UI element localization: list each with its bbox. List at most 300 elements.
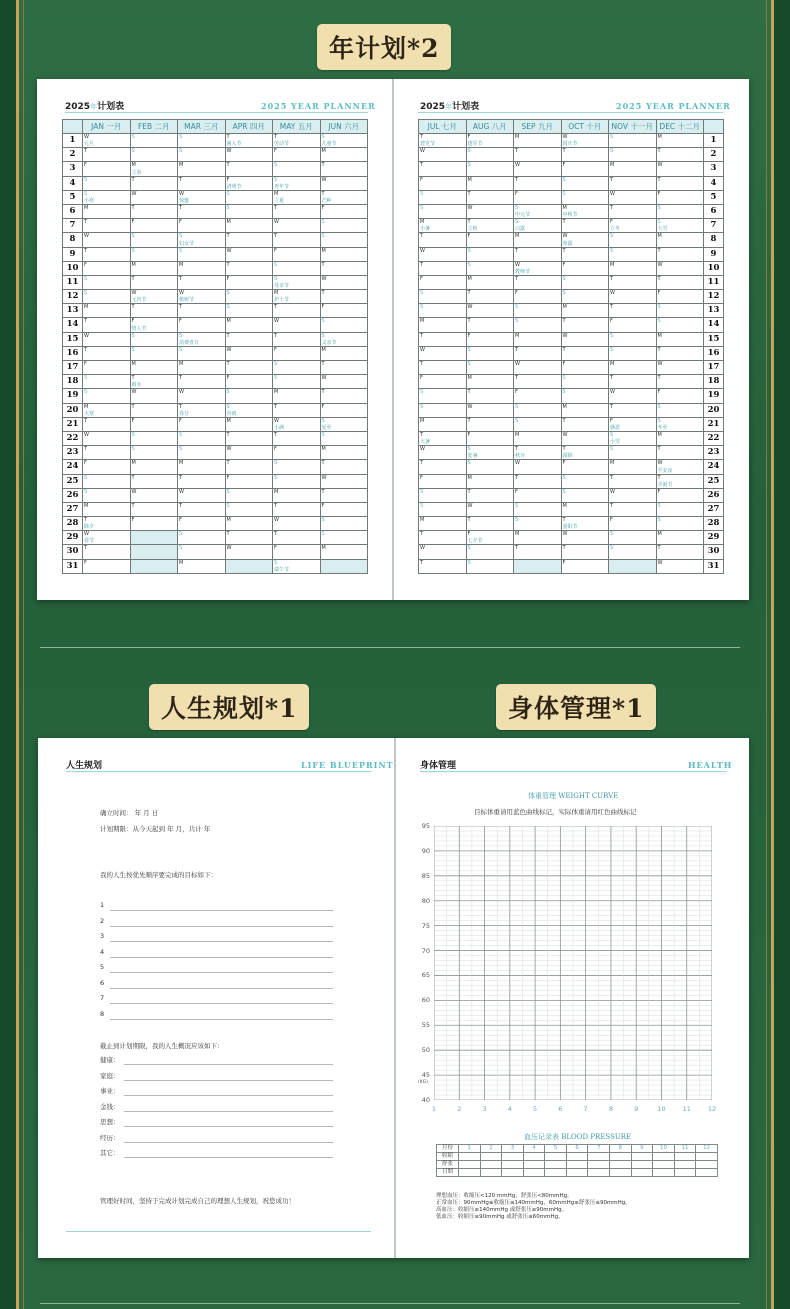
day-cell[interactable] [178,290,226,304]
bp-entry-cell[interactable] [696,1169,718,1177]
day-cell[interactable] [466,559,514,573]
bp-entry-cell[interactable] [566,1169,588,1177]
bp-entry-cell[interactable] [480,1169,502,1177]
day-cell[interactable] [656,290,704,304]
status-write-line[interactable] [124,1095,333,1096]
day-cell[interactable] [656,148,704,162]
day-cell[interactable] [609,460,657,474]
day-cell[interactable] [320,247,368,261]
day-cell[interactable] [178,318,226,332]
day-cell[interactable] [225,517,273,531]
goal-write-line[interactable] [110,1003,333,1004]
day-cell[interactable] [273,460,321,474]
day-cell[interactable] [83,332,131,346]
day-cell[interactable] [561,290,609,304]
day-cell[interactable] [178,559,226,573]
day-cell[interactable] [130,233,178,247]
day-cell[interactable] [83,531,131,545]
day-cell[interactable] [419,204,467,218]
day-cell[interactable] [83,460,131,474]
day-cell[interactable] [609,403,657,417]
day-cell[interactable] [83,474,131,488]
day-cell[interactable] [178,162,226,176]
bp-entry-cell[interactable] [696,1153,718,1161]
day-cell[interactable] [609,375,657,389]
day-cell[interactable] [656,403,704,417]
empty-day-cell[interactable] [130,531,178,545]
day-cell[interactable] [609,346,657,360]
day-cell[interactable] [466,446,514,460]
day-cell[interactable] [178,417,226,431]
day-cell[interactable] [561,375,609,389]
day-cell[interactable] [83,417,131,431]
day-cell[interactable] [273,361,321,375]
day-cell[interactable] [320,403,368,417]
bp-entry-cell[interactable] [459,1161,481,1169]
day-cell[interactable] [178,502,226,516]
day-cell[interactable] [561,247,609,261]
day-cell[interactable] [514,162,562,176]
day-cell[interactable] [656,531,704,545]
day-cell[interactable] [83,219,131,233]
day-cell[interactable] [419,375,467,389]
day-cell[interactable] [561,361,609,375]
day-cell[interactable] [609,318,657,332]
day-cell[interactable] [178,361,226,375]
day-cell[interactable] [466,474,514,488]
bp-entry-cell[interactable] [459,1169,481,1177]
day-cell[interactable] [419,219,467,233]
bp-entry-cell[interactable] [610,1161,632,1169]
day-cell[interactable] [273,134,321,148]
day-cell[interactable] [225,389,273,403]
bp-entry-cell[interactable] [610,1169,632,1177]
day-cell[interactable] [273,318,321,332]
day-cell[interactable] [419,162,467,176]
day-cell[interactable] [466,431,514,445]
day-cell[interactable] [514,431,562,445]
day-cell[interactable] [273,304,321,318]
day-cell[interactable] [419,559,467,573]
day-cell[interactable] [419,488,467,502]
day-cell[interactable] [320,162,368,176]
day-cell[interactable] [178,431,226,445]
day-cell[interactable] [178,474,226,488]
day-cell[interactable] [609,176,657,190]
day-cell[interactable] [130,162,178,176]
day-cell[interactable] [656,559,704,573]
day-cell[interactable] [225,545,273,559]
day-cell[interactable] [83,190,131,204]
day-cell[interactable] [83,375,131,389]
day-cell[interactable] [514,148,562,162]
day-cell[interactable] [178,531,226,545]
day-cell[interactable] [83,403,131,417]
day-cell[interactable] [656,517,704,531]
day-cell[interactable] [83,446,131,460]
day-cell[interactable] [83,517,131,531]
empty-day-cell[interactable] [514,559,562,573]
day-cell[interactable] [656,318,704,332]
day-cell[interactable] [320,304,368,318]
empty-day-cell[interactable] [130,545,178,559]
day-cell[interactable] [514,417,562,431]
day-cell[interactable] [130,261,178,275]
day-cell[interactable] [514,204,562,218]
day-cell[interactable] [514,545,562,559]
day-cell[interactable] [178,134,226,148]
day-cell[interactable] [514,233,562,247]
bp-entry-cell[interactable] [610,1153,632,1161]
day-cell[interactable] [514,446,562,460]
day-cell[interactable] [225,190,273,204]
day-cell[interactable] [273,247,321,261]
day-cell[interactable] [656,389,704,403]
day-cell[interactable] [466,176,514,190]
day-cell[interactable] [178,389,226,403]
day-cell[interactable] [83,162,131,176]
day-cell[interactable] [656,162,704,176]
goal-write-line[interactable] [110,1019,333,1020]
day-cell[interactable] [561,134,609,148]
day-cell[interactable] [609,275,657,289]
day-cell[interactable] [656,233,704,247]
day-cell[interactable] [273,446,321,460]
day-cell[interactable] [320,233,368,247]
day-cell[interactable] [656,460,704,474]
empty-day-cell[interactable] [320,559,368,573]
day-cell[interactable] [609,361,657,375]
day-cell[interactable] [656,275,704,289]
day-cell[interactable] [656,190,704,204]
day-cell[interactable] [225,261,273,275]
day-cell[interactable] [178,261,226,275]
day-cell[interactable] [130,247,178,261]
day-cell[interactable] [320,517,368,531]
bp-entry-cell[interactable] [480,1161,502,1169]
bp-entry-cell[interactable] [631,1153,653,1161]
day-cell[interactable] [561,148,609,162]
goal-write-line[interactable] [110,957,333,958]
day-cell[interactable] [83,148,131,162]
day-cell[interactable] [225,431,273,445]
day-cell[interactable] [83,559,131,573]
day-cell[interactable] [514,261,562,275]
day-cell[interactable] [609,431,657,445]
day-cell[interactable] [273,275,321,289]
day-cell[interactable] [514,134,562,148]
day-cell[interactable] [225,531,273,545]
day-cell[interactable] [561,176,609,190]
bp-entry-cell[interactable] [502,1169,524,1177]
day-cell[interactable] [83,346,131,360]
day-cell[interactable] [178,148,226,162]
bp-entry-cell[interactable] [480,1153,502,1161]
day-cell[interactable] [225,403,273,417]
day-cell[interactable] [273,346,321,360]
day-cell[interactable] [656,502,704,516]
day-cell[interactable] [419,134,467,148]
day-cell[interactable] [561,389,609,403]
day-cell[interactable] [561,332,609,346]
day-cell[interactable] [561,488,609,502]
day-cell[interactable] [514,332,562,346]
empty-day-cell[interactable] [225,559,273,573]
day-cell[interactable] [225,176,273,190]
day-cell[interactable] [466,332,514,346]
day-cell[interactable] [561,531,609,545]
day-cell[interactable] [514,290,562,304]
day-cell[interactable] [561,559,609,573]
day-cell[interactable] [419,531,467,545]
day-cell[interactable] [225,134,273,148]
day-cell[interactable] [561,460,609,474]
day-cell[interactable] [130,389,178,403]
day-cell[interactable] [561,431,609,445]
day-cell[interactable] [419,474,467,488]
goal-write-line[interactable] [110,988,333,989]
day-cell[interactable] [130,176,178,190]
day-cell[interactable] [130,417,178,431]
day-cell[interactable] [130,488,178,502]
day-cell[interactable] [178,403,226,417]
day-cell[interactable] [273,389,321,403]
day-cell[interactable] [130,375,178,389]
day-cell[interactable] [320,474,368,488]
day-cell[interactable] [83,304,131,318]
day-cell[interactable] [419,545,467,559]
goal-write-line[interactable] [110,926,333,927]
day-cell[interactable] [225,204,273,218]
day-cell[interactable] [609,162,657,176]
day-cell[interactable] [130,148,178,162]
day-cell[interactable] [130,134,178,148]
bp-entry-cell[interactable] [545,1153,567,1161]
day-cell[interactable] [178,375,226,389]
day-cell[interactable] [273,190,321,204]
day-cell[interactable] [225,219,273,233]
day-cell[interactable] [609,233,657,247]
day-cell[interactable] [561,204,609,218]
day-cell[interactable] [320,545,368,559]
day-cell[interactable] [656,219,704,233]
day-cell[interactable] [561,275,609,289]
day-cell[interactable] [609,190,657,204]
day-cell[interactable] [419,304,467,318]
day-cell[interactable] [514,502,562,516]
day-cell[interactable] [466,290,514,304]
day-cell[interactable] [130,346,178,360]
day-cell[interactable] [130,361,178,375]
day-cell[interactable] [656,431,704,445]
day-cell[interactable] [609,304,657,318]
day-cell[interactable] [466,219,514,233]
day-cell[interactable] [419,332,467,346]
day-cell[interactable] [656,247,704,261]
goal-write-line[interactable] [110,910,333,911]
day-cell[interactable] [561,233,609,247]
day-cell[interactable] [178,275,226,289]
day-cell[interactable] [561,474,609,488]
day-cell[interactable] [83,247,131,261]
day-cell[interactable] [130,517,178,531]
status-write-line[interactable] [124,1126,333,1127]
bp-entry-cell[interactable] [502,1161,524,1169]
day-cell[interactable] [466,204,514,218]
status-write-line[interactable] [124,1080,333,1081]
day-cell[interactable] [466,304,514,318]
day-cell[interactable] [466,162,514,176]
day-cell[interactable] [656,417,704,431]
day-cell[interactable] [225,304,273,318]
day-cell[interactable] [178,446,226,460]
bp-entry-cell[interactable] [631,1161,653,1169]
bp-entry-cell[interactable] [631,1169,653,1177]
day-cell[interactable] [514,275,562,289]
day-cell[interactable] [130,290,178,304]
day-cell[interactable] [320,290,368,304]
day-cell[interactable] [466,417,514,431]
day-cell[interactable] [656,545,704,559]
day-cell[interactable] [83,502,131,516]
day-cell[interactable] [225,460,273,474]
day-cell[interactable] [273,417,321,431]
day-cell[interactable] [561,446,609,460]
day-cell[interactable] [514,361,562,375]
day-cell[interactable] [130,332,178,346]
day-cell[interactable] [609,474,657,488]
bp-entry-cell[interactable] [653,1169,675,1177]
day-cell[interactable] [466,502,514,516]
goal-write-line[interactable] [110,941,333,942]
day-cell[interactable] [178,204,226,218]
day-cell[interactable] [83,389,131,403]
day-cell[interactable] [225,488,273,502]
day-cell[interactable] [609,290,657,304]
day-cell[interactable] [419,290,467,304]
day-cell[interactable] [273,176,321,190]
day-cell[interactable] [514,460,562,474]
day-cell[interactable] [320,332,368,346]
day-cell[interactable] [656,375,704,389]
day-cell[interactable] [83,488,131,502]
day-cell[interactable] [320,502,368,516]
day-cell[interactable] [130,446,178,460]
day-cell[interactable] [320,318,368,332]
day-cell[interactable] [83,318,131,332]
day-cell[interactable] [466,488,514,502]
day-cell[interactable] [514,531,562,545]
empty-day-cell[interactable] [609,559,657,573]
day-cell[interactable] [419,176,467,190]
day-cell[interactable] [130,431,178,445]
day-cell[interactable] [466,517,514,531]
day-cell[interactable] [320,204,368,218]
day-cell[interactable] [83,261,131,275]
day-cell[interactable] [225,332,273,346]
day-cell[interactable] [561,545,609,559]
day-cell[interactable] [419,318,467,332]
day-cell[interactable] [656,346,704,360]
day-cell[interactable] [178,233,226,247]
day-cell[interactable] [419,275,467,289]
day-cell[interactable] [561,417,609,431]
day-cell[interactable] [225,290,273,304]
day-cell[interactable] [466,346,514,360]
day-cell[interactable] [225,361,273,375]
day-cell[interactable] [83,176,131,190]
day-cell[interactable] [320,488,368,502]
bp-entry-cell[interactable] [502,1153,524,1161]
day-cell[interactable] [225,148,273,162]
day-cell[interactable] [320,275,368,289]
day-cell[interactable] [561,346,609,360]
day-cell[interactable] [320,389,368,403]
day-cell[interactable] [466,403,514,417]
day-cell[interactable] [130,190,178,204]
day-cell[interactable] [561,190,609,204]
day-cell[interactable] [273,332,321,346]
day-cell[interactable] [609,502,657,516]
status-write-line[interactable] [124,1111,333,1112]
day-cell[interactable] [178,332,226,346]
day-cell[interactable] [514,176,562,190]
day-cell[interactable] [273,502,321,516]
day-cell[interactable] [225,474,273,488]
goal-write-line[interactable] [110,972,333,973]
day-cell[interactable] [656,446,704,460]
bp-entry-cell[interactable] [696,1161,718,1169]
day-cell[interactable] [130,275,178,289]
day-cell[interactable] [273,204,321,218]
day-cell[interactable] [466,375,514,389]
day-cell[interactable] [656,474,704,488]
day-cell[interactable] [419,361,467,375]
day-cell[interactable] [320,176,368,190]
day-cell[interactable] [419,460,467,474]
day-cell[interactable] [466,190,514,204]
day-cell[interactable] [609,488,657,502]
status-write-line[interactable] [124,1157,333,1158]
day-cell[interactable] [273,531,321,545]
day-cell[interactable] [466,318,514,332]
day-cell[interactable] [130,403,178,417]
day-cell[interactable] [225,233,273,247]
day-cell[interactable] [466,148,514,162]
day-cell[interactable] [320,431,368,445]
day-cell[interactable] [466,361,514,375]
day-cell[interactable] [273,488,321,502]
day-cell[interactable] [83,233,131,247]
day-cell[interactable] [225,275,273,289]
bp-entry-cell[interactable] [523,1153,545,1161]
day-cell[interactable] [320,417,368,431]
day-cell[interactable] [225,502,273,516]
day-cell[interactable] [273,290,321,304]
day-cell[interactable] [561,261,609,275]
day-cell[interactable] [514,219,562,233]
bp-entry-cell[interactable] [674,1169,696,1177]
day-cell[interactable] [419,233,467,247]
day-cell[interactable] [273,162,321,176]
day-cell[interactable] [561,502,609,516]
day-cell[interactable] [514,488,562,502]
day-cell[interactable] [225,346,273,360]
day-cell[interactable] [466,261,514,275]
day-cell[interactable] [130,219,178,233]
day-cell[interactable] [130,304,178,318]
status-write-line[interactable] [124,1142,333,1143]
